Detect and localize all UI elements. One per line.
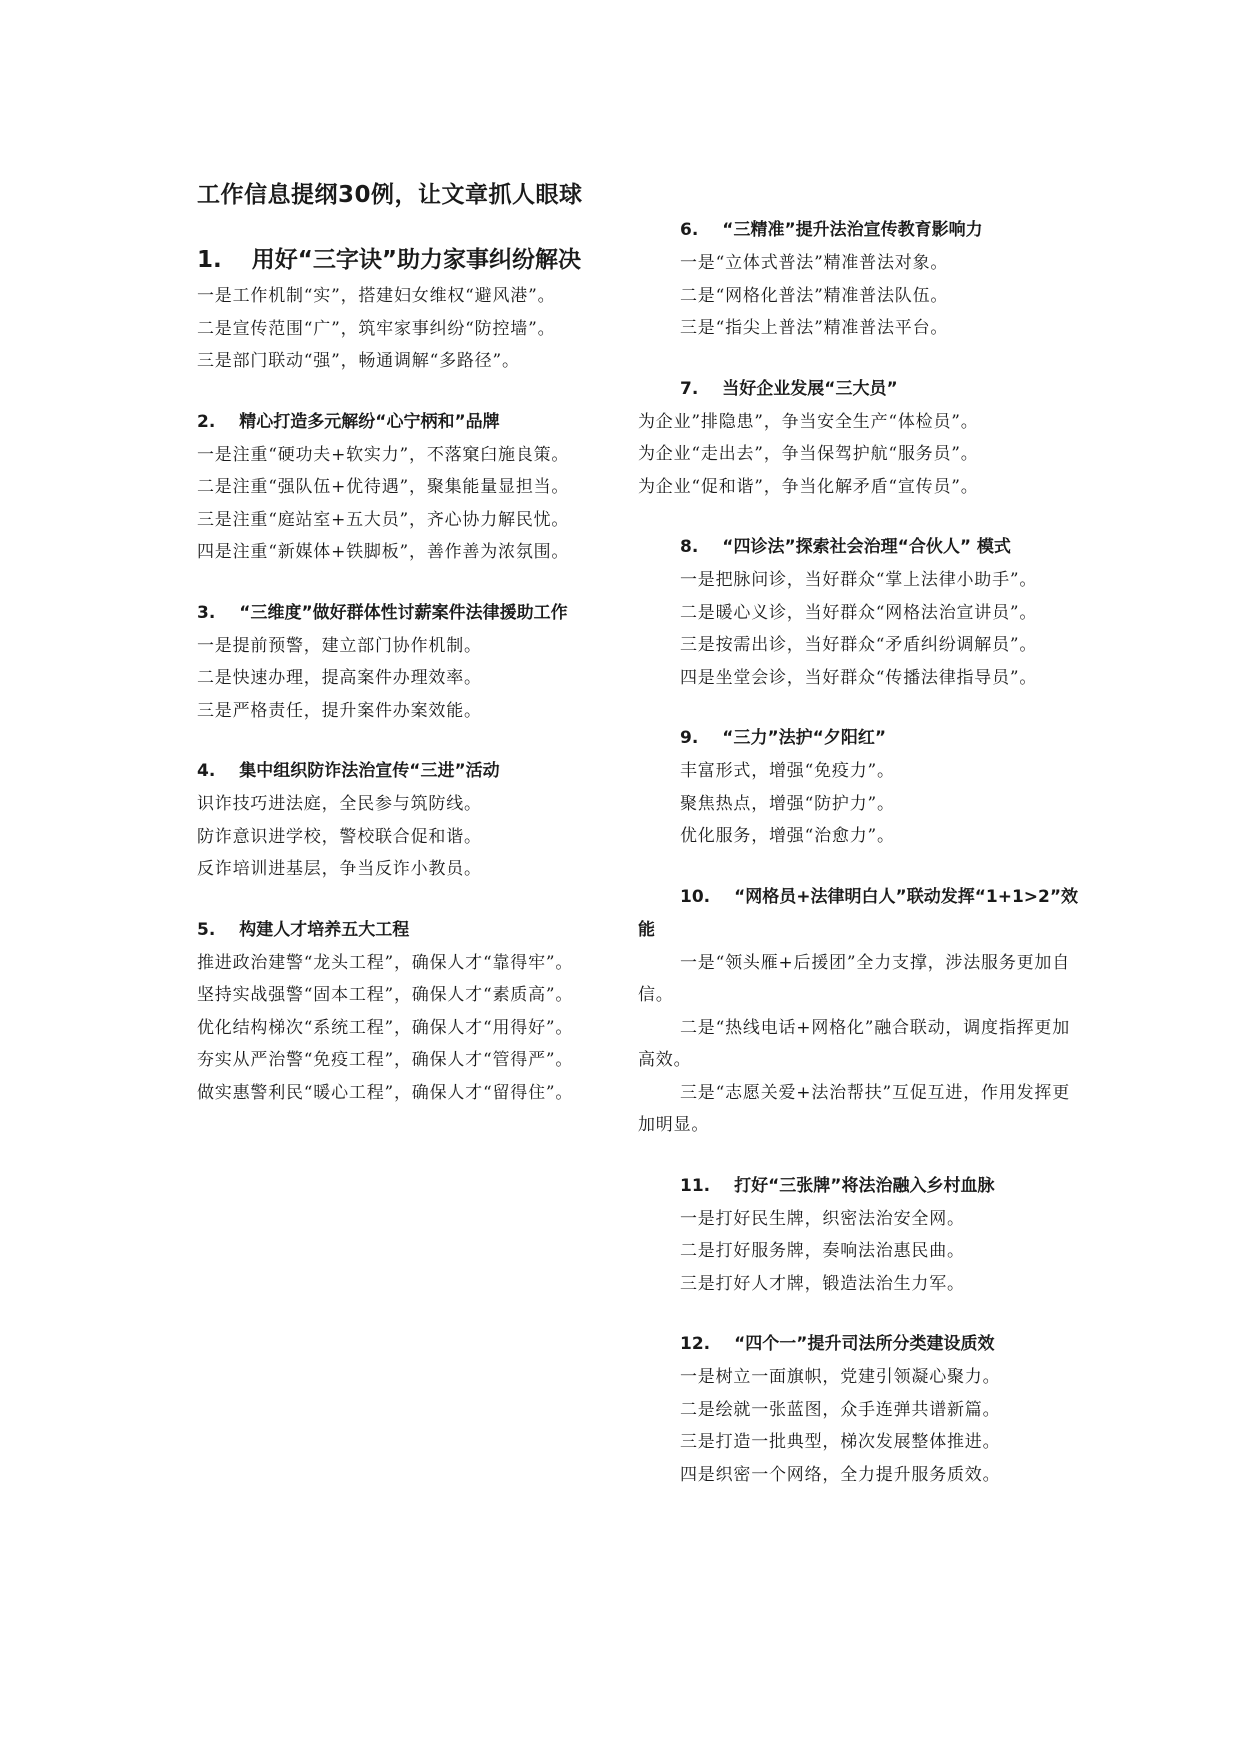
section-number: 12. bbox=[680, 1334, 711, 1354]
left-column bbox=[155, 178, 595, 1137]
section-number: 7. bbox=[680, 378, 699, 399]
section-10 bbox=[638, 881, 1086, 1142]
section-item: 优化结构梯次“系统工程”，确保人才“用得好”。 bbox=[197, 1017, 574, 1038]
section-number: 5. bbox=[197, 919, 216, 940]
section-item: 一是提前预警，建立部门协作机制。 bbox=[197, 635, 482, 656]
section-item: 为企业“促和谐”，争当化解矛盾“宣传员”。 bbox=[638, 476, 979, 497]
section-heading-text: 精心打造多元解纷“心宁柄和”品牌 bbox=[239, 411, 500, 432]
section-heading bbox=[638, 1328, 1086, 1361]
section-item: 一是把脉问诊，当好群众“掌上法律小助手”。 bbox=[680, 570, 1038, 590]
section-item: 四是坐堂会诊，当好群众“传播法律指导员”。 bbox=[680, 667, 1038, 688]
section-heading-text: 集中组织防诈法治宣传“三进”活动 bbox=[239, 761, 500, 781]
section-item: 一是“立体式普法”精准普法对象。 bbox=[680, 253, 949, 273]
left-sections bbox=[155, 242, 595, 1109]
section-item: 一是“领头雁+后援团”全力支撑，涉法服务更加自信。 bbox=[638, 952, 1071, 1005]
section-number: 6. bbox=[680, 220, 699, 240]
section-item: 丰富形式，增强“免疫力”。 bbox=[680, 761, 895, 781]
right-column bbox=[638, 214, 1086, 1519]
section-6 bbox=[638, 214, 1086, 345]
section-item: 防诈意识进学校，警校联合促和谐。 bbox=[197, 826, 482, 847]
section-number: 8. bbox=[680, 537, 699, 557]
section-item: 二是暖心义诊，当好群众“网格法治宣讲员”。 bbox=[680, 602, 1038, 623]
section-item: 聚焦热点，增强“防护力”。 bbox=[680, 793, 895, 814]
section-item: 为企业“走出去”，争当保驾护航“服务员”。 bbox=[638, 444, 979, 464]
section-item: 坚持实战强警“固本工程”，确保人才“素质高”。 bbox=[197, 985, 574, 1005]
document-title: 工作信息提纲30例，让文章抓人眼球 bbox=[197, 182, 583, 208]
section-item: 二是注重“强队伍+优待遇”，聚集能量显担当。 bbox=[197, 477, 570, 497]
section-2 bbox=[155, 406, 595, 569]
section-item: 二是宣传范围“广”，筑牢家事纠纷“防控墙”。 bbox=[197, 318, 556, 339]
section-heading-text: “三维度”做好群体性讨薪案件法律援助工作 bbox=[239, 602, 568, 623]
section-item: 一是工作机制“实”，搭建妇女维权“避风港”。 bbox=[197, 286, 556, 306]
section-number: 3. bbox=[197, 602, 216, 623]
section-item: 三是“志愿关爱+法治帮扶”互促互进，作用发挥更加明显。 bbox=[638, 1082, 1071, 1135]
section-heading bbox=[155, 406, 595, 439]
section-item: 二是绘就一张蓝图，众手连弹共谱新篇。 bbox=[680, 1399, 1001, 1420]
section-number: 4. bbox=[197, 761, 216, 781]
section-item: 优化服务，增强“治愈力”。 bbox=[680, 826, 895, 846]
section-11 bbox=[638, 1170, 1086, 1301]
section-8 bbox=[638, 531, 1086, 694]
section-heading bbox=[155, 755, 595, 788]
section-number: 2. bbox=[197, 411, 216, 432]
section-heading-text: 打好“三张牌”将法治融入乡村血脉 bbox=[734, 1175, 995, 1196]
section-item: 四是注重“新媒体+铁脚板”，善作善为浓氛围。 bbox=[197, 542, 570, 562]
section-heading-text: “四诊法”探索社会治理“合伙人” 模式 bbox=[722, 537, 1011, 557]
section-heading bbox=[638, 881, 1086, 947]
section-item: 为企业”排隐患”，争当安全生产“体检员”。 bbox=[638, 411, 979, 432]
section-heading-text: 用好“三字诀”助力家事纠纷解决 bbox=[251, 247, 581, 273]
section-heading bbox=[638, 214, 1086, 247]
section-heading-text: “网格员+法律明白人”联动发挥“1+1>2”效能 bbox=[638, 886, 1079, 940]
section-item: 三是打好人才牌，锻造法治生力军。 bbox=[680, 1273, 965, 1294]
section-item: 二是打好服务牌，奏响法治惠民曲。 bbox=[680, 1241, 965, 1261]
section-number: 9. bbox=[680, 728, 699, 748]
section-item: 二是快速办理，提高案件办理效率。 bbox=[197, 668, 482, 688]
section-item: 三是严格责任，提升案件办案效能。 bbox=[197, 700, 482, 721]
section-item: 三是按需出诊，当好群众“矛盾纠纷调解员”。 bbox=[680, 635, 1038, 655]
section-item: 推进政治建警“龙头工程”，确保人才“靠得牢”。 bbox=[197, 952, 574, 973]
section-heading-text: “三精准”提升法治宣传教育影响力 bbox=[722, 220, 983, 240]
section-9 bbox=[638, 722, 1086, 853]
section-item: 做实惠警利民“暖心工程”，确保人才“留得住”。 bbox=[197, 1082, 574, 1103]
section-heading bbox=[155, 242, 595, 278]
section-3 bbox=[155, 597, 595, 728]
section-item: 二是“网格化普法”精准普法队伍。 bbox=[680, 285, 949, 306]
section-item: 夯实从严治警“免疫工程”，确保人才“管得严”。 bbox=[197, 1050, 574, 1070]
section-item: 四是织密一个网络，全力提升服务质效。 bbox=[680, 1464, 1001, 1485]
section-heading-text: 构建人才培养五大工程 bbox=[239, 919, 410, 940]
section-7 bbox=[638, 373, 1086, 504]
section-heading bbox=[638, 531, 1086, 564]
section-heading bbox=[638, 1170, 1086, 1203]
section-1 bbox=[155, 242, 595, 378]
section-number: 1. bbox=[197, 247, 222, 273]
right-sections bbox=[638, 214, 1086, 1491]
section-heading bbox=[638, 373, 1086, 406]
section-item: 反诈培训进基层，争当反诈小教员。 bbox=[197, 859, 482, 879]
section-item: 三是部门联动“强”，畅通调解“多路径”。 bbox=[197, 351, 520, 371]
section-heading-text: “三力”法护“夕阳红” bbox=[722, 728, 886, 748]
section-item: 二是“热线电话+网格化”融合联动，调度指挥更加高效。 bbox=[638, 1017, 1071, 1070]
section-12 bbox=[638, 1328, 1086, 1491]
section-number: 11. bbox=[680, 1175, 711, 1196]
section-item: 识诈技巧进法庭，全民参与筑防线。 bbox=[197, 794, 482, 814]
section-heading-text: 当好企业发展“三大员” bbox=[722, 378, 898, 399]
section-4 bbox=[155, 755, 595, 886]
section-heading bbox=[155, 597, 595, 630]
section-item: 三是“指尖上普法”精准普法平台。 bbox=[680, 318, 949, 338]
section-heading bbox=[638, 722, 1086, 755]
section-item: 一是树立一面旗帜，党建引领凝心聚力。 bbox=[680, 1367, 1001, 1387]
section-item: 一是打好民生牌，织密法治安全网。 bbox=[680, 1208, 965, 1229]
section-item: 三是打造一批典型，梯次发展整体推进。 bbox=[680, 1432, 1001, 1452]
section-item: 三是注重“庭站室+五大员”，齐心协力解民忧。 bbox=[197, 509, 570, 530]
section-heading-text: “四个一”提升司法所分类建设质效 bbox=[734, 1334, 995, 1354]
section-item: 一是注重“硬功夫+软实力”，不落窠臼施良策。 bbox=[197, 444, 570, 465]
section-5 bbox=[155, 914, 595, 1110]
section-number: 10. bbox=[680, 886, 711, 907]
section-heading bbox=[155, 914, 595, 947]
